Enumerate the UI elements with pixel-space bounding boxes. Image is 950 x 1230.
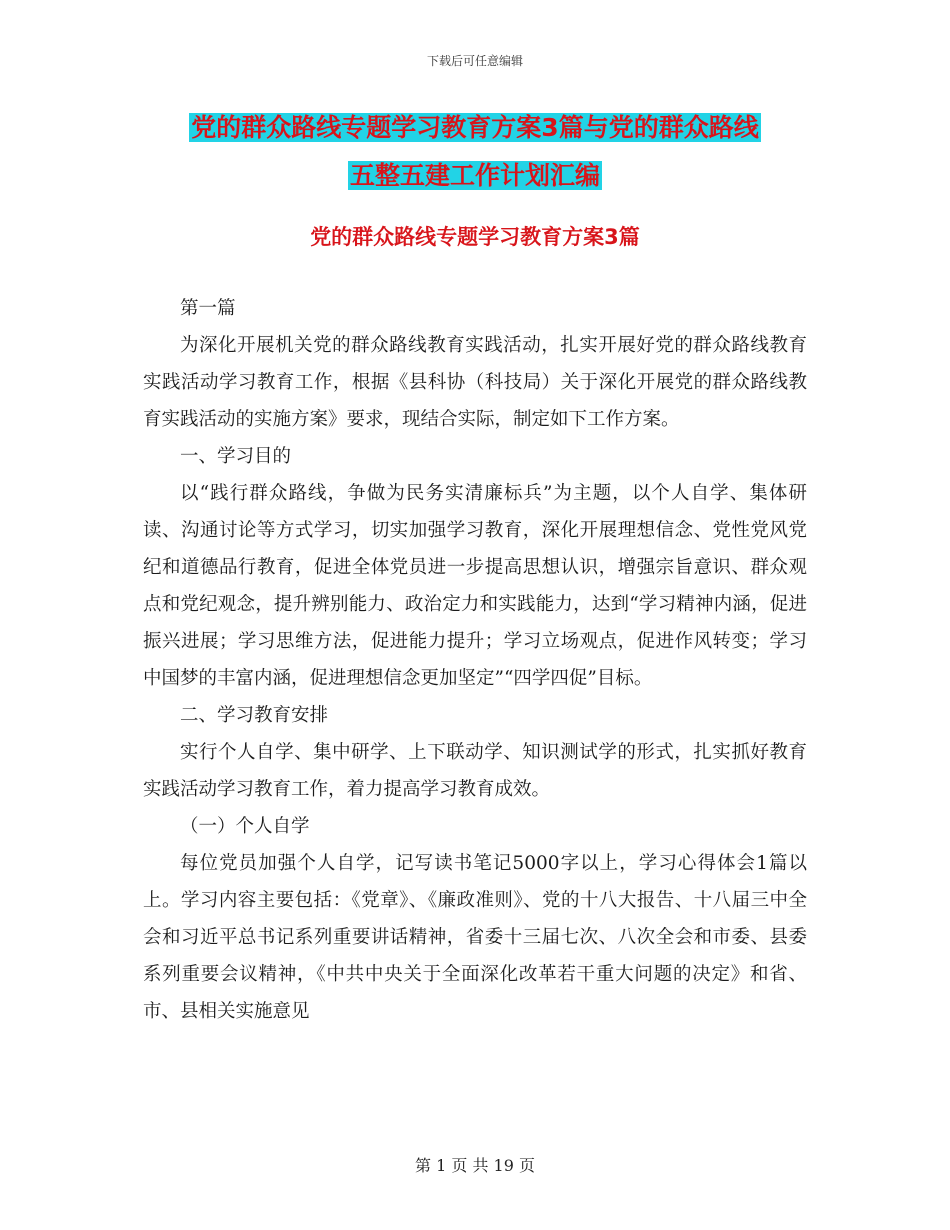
paragraph-arrangement: 实行个人自学、集中研学、上下联动学、知识测试学的形式，扎实抓好教育实践活动学习教育工作，着力提高学习教育成效。: [143, 742, 807, 800]
header-note: 下载后可任意编辑: [426, 54, 523, 68]
document-title-line-1: [0, 104, 950, 152]
heading-self-study: （一）个人自学: [180, 816, 310, 837]
section-title: 党的群众路线专题学习教育方案3篇: [310, 225, 640, 249]
title-highlight-1: 党的群众路线专题学习教育方案3篇与党的群众路线: [191, 113, 759, 142]
paragraph-self-study: 每位党员加强个人自学，记写读书笔记5000字以上，学习心得体会1篇以上。学习内容主要包括：《党章》、《廉政准则》、党的十八大报告、十八届三中全会和习近平总书记系列重要讲话精神，省委十三届七次、八次全会和市委、县委系列重要会议精神，《中共中央关于全面深化改革若干重大问题的决定》和省、市、县相关实施意见: [143, 853, 807, 1022]
heading-learning-purpose: 一、学习目的: [180, 446, 292, 467]
paragraph-intro: 为深化开展机关党的群众路线教育实践活动，扎实开展好党的群众路线教育实践活动学习教育工作，根据《县科协（科技局）关于深化开展党的群众路线教育实践活动的实施方案》要求，现结合实际，制定如下工作方案。: [143, 335, 807, 430]
document-title: [0, 104, 950, 200]
title-highlight-2: 五整五建工作计划汇编: [349, 161, 600, 190]
body-text: [143, 290, 807, 1030]
document-title-line-2: [0, 152, 950, 200]
paragraph-part-heading: 第一篇: [180, 298, 236, 319]
paragraph-learning-purpose: 以“践行群众路线，争做为民务实清廉标兵”为主题，以个人自学、集体研读、沟通讨论等方式学习，切实加强学习教育，深化开展理想信念、党性党风党纪和道德品行教育，促进全体党员进一步提高思想认识，增强宗旨意识、群众观点和党纪观念，提升辨别能力、政治定力和实践能力，达到“学习精神内涵，促进振兴进展；学习思维方法，促进能力提升；学习立场观点，促进作风转变；学习中国梦的丰富内涵，促进理想信念更加坚定”“四学四促”目标。: [143, 483, 807, 689]
page-number: 第 1 页 共 19 页: [415, 1156, 535, 1175]
heading-arrangement: 二、学习教育安排: [180, 705, 329, 726]
